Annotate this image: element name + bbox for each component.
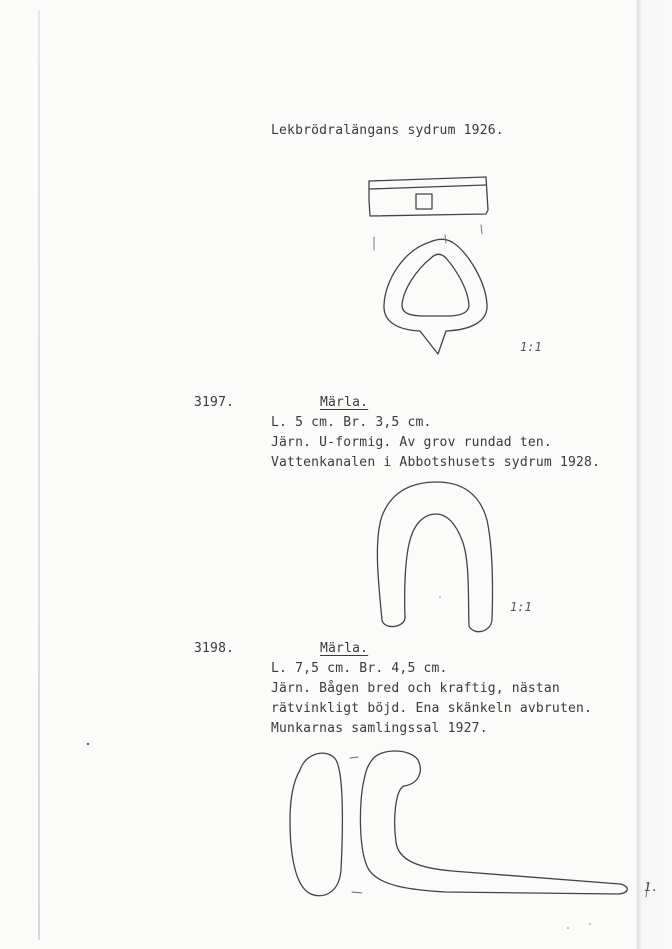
drawing-3197-staple [377,482,492,632]
drawing-top-sideview [369,177,488,250]
catalog-number: 3197. [194,395,235,410]
scale-note: 1:1 [510,600,532,614]
drawing-3198-front [290,753,362,896]
page-heading: Lekbrödralängans sydrum 1926. [271,123,504,138]
entry-line: Munkarnas samlingssal 1927. [271,721,488,736]
drawing-top-loop [384,235,487,354]
entry-line: Järn. Bågen bred och kraftig, nästan [271,681,560,696]
entry-line: L. 5 cm. Br. 3,5 cm. [271,415,432,430]
entry-line: L. 7,5 cm. Br. 4,5 cm. [271,661,448,676]
scale-note: 1:1 [520,340,542,354]
entry-line: Vattenkanalen i Abbotshusets sydrum 1928. [271,455,601,470]
entry-line: rätvinkligt böjd. Ena skänkeln avbruten. [271,701,593,716]
entry-title: Märla. [320,641,369,656]
entry-title: Märla. [320,395,369,410]
drawing-3198-side [360,751,648,897]
scale-note: 1. [644,880,659,894]
entry-line: Järn. U-formig. Av grov rundad ten. [271,435,552,450]
catalog-number: 3198. [194,641,235,656]
